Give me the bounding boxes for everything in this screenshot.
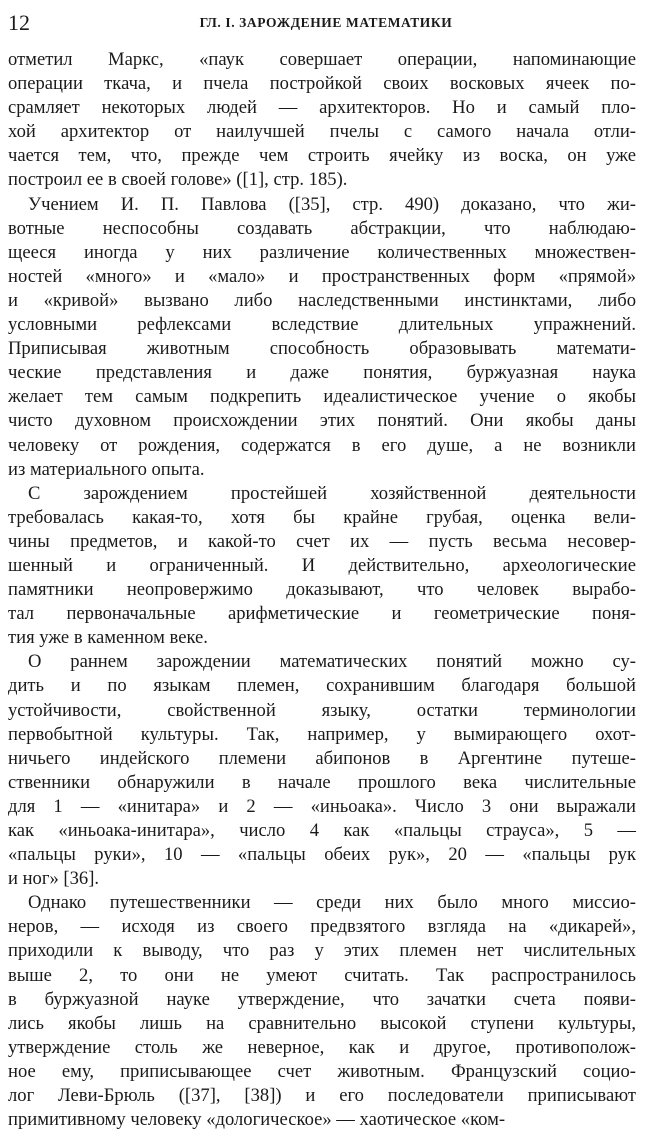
text-line: Учением И. П. Павлова ([35], стр. 490) доказано, что жи- <box>28 193 636 215</box>
paragraph <box>8 193 636 482</box>
text-line: тия уже в каменном веке. <box>8 627 208 649</box>
text-line: памятники неопровержимо доказывают, что человек вырабо- <box>8 579 636 601</box>
text-line: ностей «много» и «мало» и пространственных форм «прямой» <box>8 265 636 287</box>
text-line: и «кривой» вызвано либо наследственными инстинктами, либо <box>8 289 636 311</box>
text-line: отметил Маркс, «паук совершает операции, напоминающие <box>8 49 636 70</box>
paragraph <box>8 891 636 1132</box>
text-line: лог Леви-Брюль ([37], [38]) и его последователи приписывают <box>8 1085 636 1107</box>
text-line: хой архитектор от наилучшей пчелы с самого начала отли- <box>8 121 636 143</box>
body-text <box>8 48 636 1132</box>
text-line: «пальцы руки», 10 — «пальцы обеих рук», 20 — «пальцы рук <box>8 844 636 866</box>
page-number: 12 <box>8 10 30 35</box>
text-line: устойчивости, свойственной языку, остатки терминологии <box>8 699 636 721</box>
text-line: дить и по языкам племен, сохранившим благодаря большой <box>8 675 636 697</box>
text-line: срамляет некоторых людей — архитекторов. Но и самый пло- <box>8 97 636 119</box>
text-line: неров, — исходя из своего предвзятого взгляда на «дикарей», <box>8 916 636 938</box>
text-line: Однако путешественники — среди них было много миссио- <box>28 892 636 914</box>
text-line: ное ему, приписывающее счет животным. Французский социо- <box>8 1060 636 1082</box>
text-line: построил ее в своей голове» ([1], стр. 185). <box>8 169 348 191</box>
text-line: чается тем, что, прежде чем строить ячейку из воска, он уже <box>8 145 636 167</box>
text-line: ственники обнаружили в начале прошлого века числительные <box>8 771 636 793</box>
text-line: и ног» [36]. <box>8 868 100 890</box>
text-line: примитивному человеку «дологическое» — хаотическое «ком- <box>8 1109 506 1131</box>
running-head <box>8 10 644 36</box>
text-line: щееся иногда у них различение количественных множествен- <box>8 241 636 263</box>
paragraph <box>8 48 636 193</box>
text-line: вотные неспособны создавать абстракции, что наблюдаю- <box>8 217 636 239</box>
text-line: тал первоначальные арифметические и геометрические поня- <box>8 603 636 625</box>
text-line: ничьего индейского племени абипонов в Аргентине путеше- <box>8 747 636 769</box>
text-line: из материального опыта. <box>8 458 205 480</box>
text-line: операции ткача, и пчела постройкой своих восковых ячеек по- <box>8 73 636 95</box>
text-line: как «иньоака-инитара», число 4 как «пальцы страуса», 5 — <box>8 820 636 841</box>
text-line: первобытной культуры. Так, например, у вымирающего охот- <box>8 723 636 745</box>
paragraph <box>8 482 636 651</box>
text-line: желает тем самым подкрепить идеалистическое учение о якобы <box>8 386 636 408</box>
text-line: требовалась какая-то, хотя бы крайне грубая, оценка вели- <box>8 506 636 528</box>
text-line: приходили к выводу, что раз у этих племен нет числительных <box>8 940 636 962</box>
text-line: человеку от рождения, содержатся в его душе, а не возникли <box>8 434 636 456</box>
text-line: для 1 — «инитара» и 2 — «иньоака». Число 3 они выражали <box>8 795 636 817</box>
text-line: условными рефлексами вследствие длительных упражнений. <box>8 314 636 336</box>
text-line: ческие представления и даже понятия, буржуазная наука <box>8 362 636 384</box>
text-line: утверждение столь же неверное, как и другое, противополож- <box>8 1036 636 1058</box>
text-line: шенный и ограниченный. И действительно, археологические <box>8 554 636 576</box>
text-line: чисто духовном происхождении этих понятий. Они якобы даны <box>8 410 636 432</box>
text-line: Приписывая животным способность образовывать математи- <box>8 338 636 360</box>
text-line: выше 2, то они не умеют считать. Так распространилось <box>8 964 636 986</box>
text-line: чины предметов, и какой-то счет их — пусть весьма несовер- <box>8 530 636 552</box>
text-line: лись якобы лишь на сравнительно высокой ступени культуры, <box>8 1012 636 1034</box>
text-line: в буржуазной науке утверждение, что зачатки счета появи- <box>8 988 636 1010</box>
paragraph <box>8 650 636 891</box>
text-line: С зарождением простейшей хозяйственной деятельности <box>28 482 636 504</box>
text-line: О раннем зарождении математических понятий можно су- <box>28 651 636 673</box>
chapter-title: ГЛ. I. ЗАРОЖДЕНИЕ МАТЕМАТИКИ <box>199 15 453 30</box>
